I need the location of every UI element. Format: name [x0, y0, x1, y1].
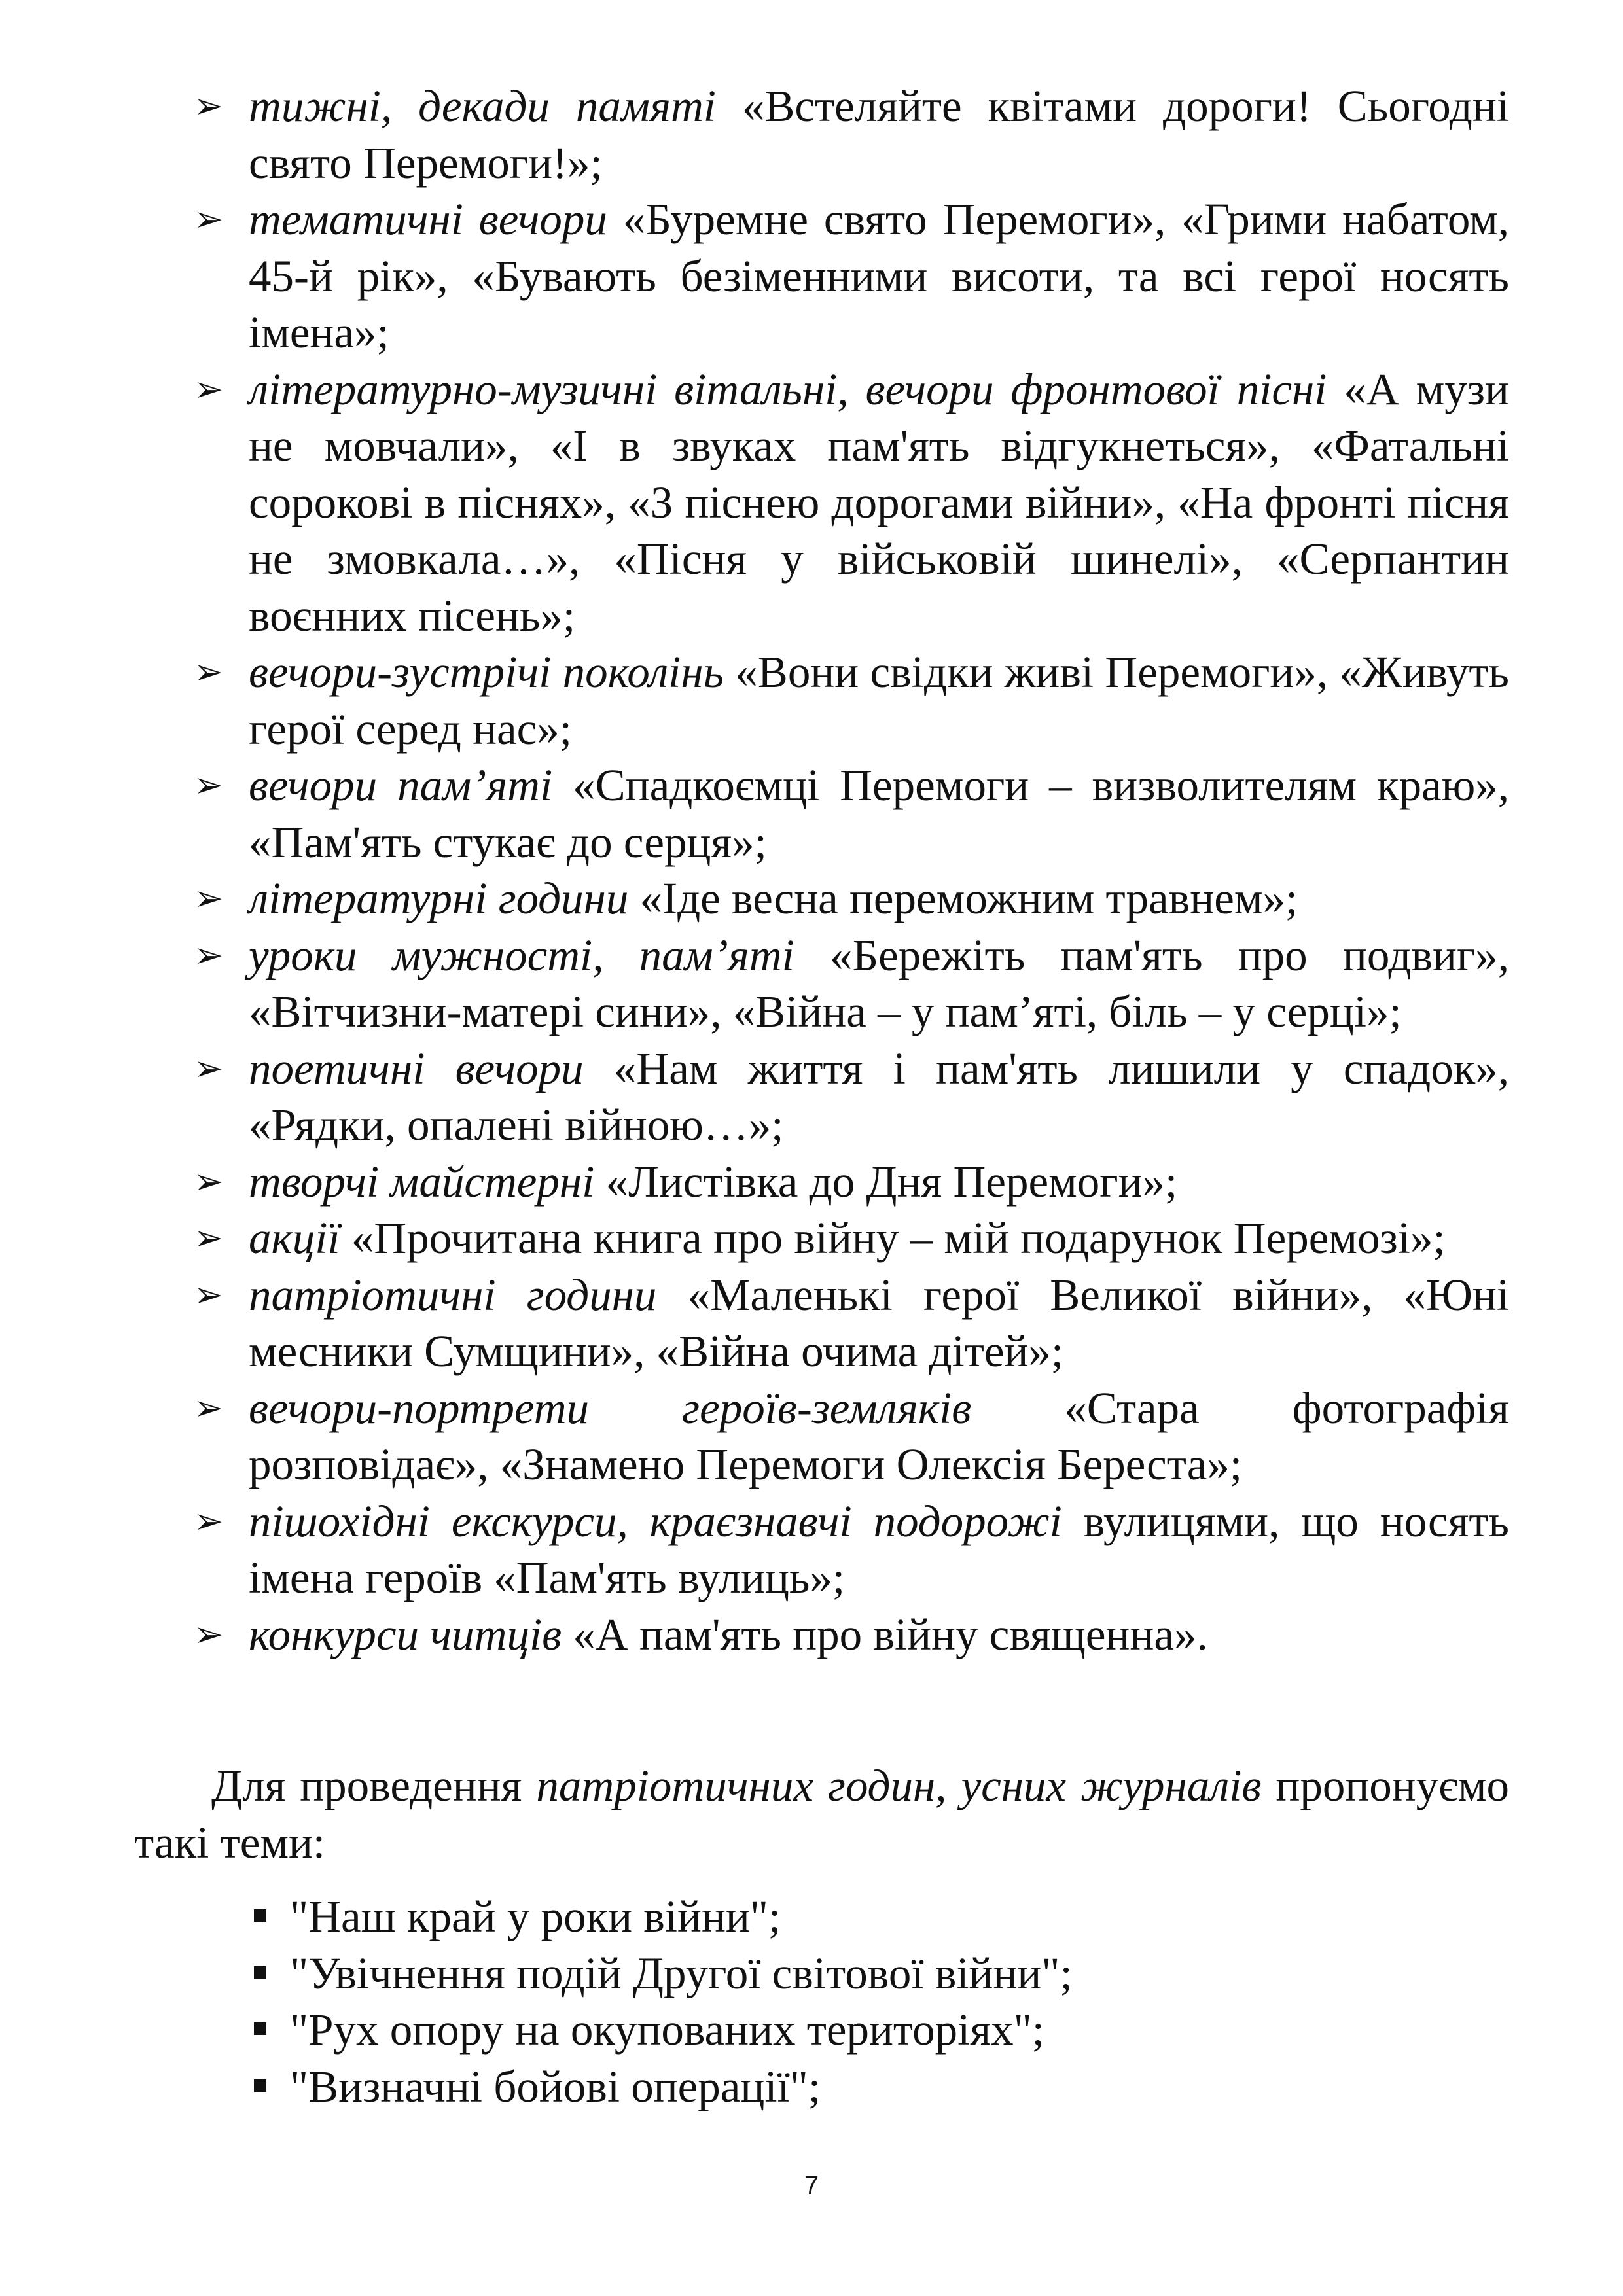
event-form-titles: «Встеляйте квітами дороги! Сьогодні свято Перемоги!»;	[249, 81, 1510, 188]
square-bullet-icon	[254, 1909, 266, 1922]
list-item	[194, 78, 1509, 191]
topics-list	[254, 1888, 1073, 2115]
event-forms-list	[194, 78, 1509, 1663]
event-form-label: вечори-зустрічі поколінь	[249, 647, 724, 697]
arrowhead-bullet-icon: ➢	[194, 1047, 224, 1089]
event-form-titles: «Прочитана книга про війну – мій подарунок Перемозі»;	[340, 1213, 1446, 1263]
event-form-titles: «Нам життя і пам'ять лишили у спадок», «Рядки, опалені війною…»;	[249, 1043, 1509, 1150]
arrowhead-bullet-icon: ➢	[194, 1500, 224, 1542]
topic-text: "Визначні бойові операції";	[290, 2061, 821, 2111]
arrowhead-bullet-icon: ➢	[194, 368, 224, 410]
list-item	[254, 1888, 1073, 1945]
list-item	[194, 1210, 1509, 1267]
arrowhead-bullet-icon: ➢	[194, 877, 224, 919]
event-form-label: вечори-портрети героїв-земляків	[249, 1383, 972, 1433]
event-form-label: акції	[249, 1213, 340, 1263]
arrowhead-bullet-icon: ➢	[194, 85, 224, 126]
event-form-label: тематичні вечори	[249, 194, 607, 244]
event-form-titles: «Іде весна переможним травнем»;	[628, 874, 1298, 923]
list-item	[194, 361, 1509, 645]
event-form-titles: вулицями, що носять імена героїв «Пам'ять вулиць»;	[249, 1496, 1509, 1602]
event-form-titles: «Вони свідки живі Перемоги», «Живуть герої серед нас»;	[249, 647, 1510, 754]
event-form-titles: «Спадкоємці Перемоги – визволителям краю», «Пам'ять стукає до серця»;	[249, 760, 1509, 867]
event-form-label: патріотичні години	[249, 1269, 657, 1320]
square-bullet-icon	[254, 1966, 266, 1979]
arrowhead-bullet-icon: ➢	[194, 1273, 224, 1315]
event-form-label: конкурси читців	[249, 1609, 562, 1659]
arrowhead-bullet-icon: ➢	[194, 1386, 224, 1428]
event-form-label: пішохідні екскурси, краєзнавчі подорожі	[249, 1496, 1062, 1546]
paragraph-emphasis: патріотичних годин, усних журналів	[536, 1761, 1262, 1810]
list-item	[194, 1380, 1509, 1493]
list-item	[194, 191, 1509, 361]
event-form-titles: «Стара фотографія розповідає», «Знамено Перемоги Олексія Береста»;	[249, 1383, 1509, 1489]
list-item	[194, 927, 1509, 1040]
list-item	[194, 870, 1509, 927]
arrowhead-bullet-icon: ➢	[194, 764, 224, 805]
arrowhead-bullet-icon: ➢	[194, 1217, 224, 1258]
topics-intro-paragraph	[134, 1757, 1509, 1871]
event-form-label: тижні, декади памяті	[249, 81, 716, 131]
list-item	[254, 2058, 1073, 2115]
event-form-titles: «А музи не мовчали», «І в звуках пам'ять відгукнеться», «Фатальні сорокові в піснях», «З піснею дорогами війни», «На фронті пісня не змовкала…», «Пісня у військовій шинелі», «Серпантин воєнних пісень»;	[249, 364, 1509, 641]
page-number: 7	[804, 2171, 819, 2200]
list-item	[194, 1267, 1509, 1380]
arrowhead-bullet-icon: ➢	[194, 198, 224, 239]
event-form-label: вечори пам’яті	[249, 760, 553, 810]
list-item	[254, 2002, 1073, 2058]
event-form-label: літературно-музичні вітальні, вечори фронтової пісні	[249, 364, 1327, 414]
event-form-titles: «Буремне свято Перемоги», «Грими набатом, 45-й рік», «Бувають безіменними висоти, та всі герої носять імена»;	[249, 194, 1509, 357]
arrowhead-bullet-icon: ➢	[194, 1613, 224, 1655]
list-item	[194, 757, 1509, 870]
event-form-titles: «Бережіть пам'ять про подвиг», «Вітчизни-матері сини», «Війна – у пам’яті, біль – у серці»;	[249, 930, 1509, 1036]
arrowhead-bullet-icon: ➢	[194, 934, 224, 976]
topic-text: "Рух опору на окупованих територіях";	[290, 2005, 1044, 2055]
topic-text: "Наш край у роки війни";	[290, 1892, 781, 1941]
square-bullet-icon	[254, 2079, 266, 2092]
list-item	[194, 1606, 1509, 1663]
list-item	[194, 1493, 1509, 1606]
square-bullet-icon	[254, 2022, 266, 2035]
arrowhead-bullet-icon: ➢	[194, 1160, 224, 1202]
list-item	[194, 644, 1509, 757]
paragraph-tail: пропонуємо такі теми:	[134, 1761, 1509, 1867]
event-form-label: літературні години	[249, 874, 629, 923]
event-form-label: творчі майстерні	[249, 1156, 595, 1207]
event-form-titles: «А пам'ять про війну священна».	[562, 1609, 1208, 1659]
list-item	[194, 1154, 1509, 1210]
paragraph-lead: Для проведення	[211, 1761, 537, 1810]
arrowhead-bullet-icon: ➢	[194, 651, 224, 692]
list-item	[254, 1945, 1073, 2002]
event-form-titles: «Маленькі герої Великої війни», «Юні месники Сумщини», «Війна очима дітей»;	[249, 1269, 1510, 1376]
list-item	[194, 1040, 1509, 1154]
event-form-label: поетичні вечори	[249, 1043, 584, 1093]
event-form-titles: «Листівка до Дня Перемоги»;	[594, 1156, 1178, 1207]
event-form-label: уроки мужності, пам’яті	[249, 930, 794, 980]
topic-text: "Увічнення подій Другої світової війни";	[290, 1948, 1073, 1998]
